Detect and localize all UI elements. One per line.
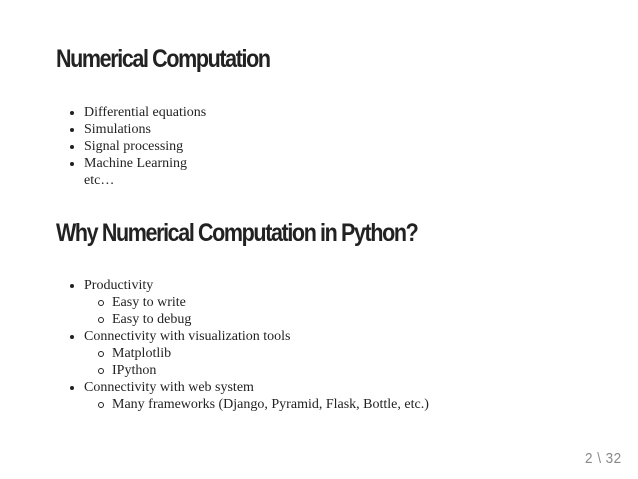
bullet-list-reasons	[56, 277, 429, 413]
list-item-label: Simulations	[84, 122, 151, 137]
sub-list-item	[56, 396, 429, 413]
list-item	[56, 138, 206, 155]
bullet-icon	[70, 386, 74, 390]
list-item-label: Productivity	[84, 278, 154, 293]
sub-list-item-label: IPython	[112, 363, 157, 378]
list-item	[56, 379, 429, 396]
sub-list-item	[56, 311, 429, 328]
list-item	[56, 328, 429, 345]
list-item	[56, 155, 206, 172]
circle-bullet-icon	[98, 351, 104, 357]
list-item-label: Machine Learning	[84, 156, 188, 171]
sub-list	[56, 294, 429, 328]
list-item-label: Differential equations	[84, 105, 207, 120]
sub-list-item-label: Easy to write	[112, 295, 186, 310]
bullet-icon	[70, 162, 74, 166]
circle-bullet-icon	[98, 368, 104, 374]
list-item-label: Connectivity with web system	[84, 380, 254, 395]
bullet-icon	[70, 335, 74, 339]
sub-list-item-label: Many frameworks (Django, Pyramid, Flask, Bottle, etc.)	[112, 397, 429, 412]
page-indicator: 2 \ 32	[585, 450, 622, 467]
list-trailing-text: etc…	[84, 173, 115, 188]
section-title-numerical-computation: Numerical Computation	[56, 45, 270, 73]
list-item	[56, 121, 206, 138]
bullet-icon	[70, 111, 74, 115]
circle-bullet-icon	[98, 402, 104, 408]
sub-list-item-label: Easy to debug	[112, 312, 192, 327]
bullet-list-applications	[56, 104, 206, 189]
circle-bullet-icon	[98, 300, 104, 306]
sub-list	[56, 345, 429, 379]
sub-list-item	[56, 362, 429, 379]
list-item	[56, 104, 206, 121]
sub-list-item	[56, 345, 429, 362]
circle-bullet-icon	[98, 317, 104, 323]
bullet-icon	[70, 128, 74, 132]
list-item	[56, 277, 429, 294]
sub-list-item-label: Matplotlib	[112, 346, 172, 361]
bullet-icon	[70, 145, 74, 149]
section-title-why-python: Why Numerical Computation in Python?	[56, 219, 418, 247]
list-item-label: Signal processing	[84, 139, 184, 154]
sub-list-item	[56, 294, 429, 311]
list-item-label: Connectivity with visualization tools	[84, 329, 291, 344]
bullet-icon	[70, 284, 74, 288]
sub-list	[56, 396, 429, 413]
